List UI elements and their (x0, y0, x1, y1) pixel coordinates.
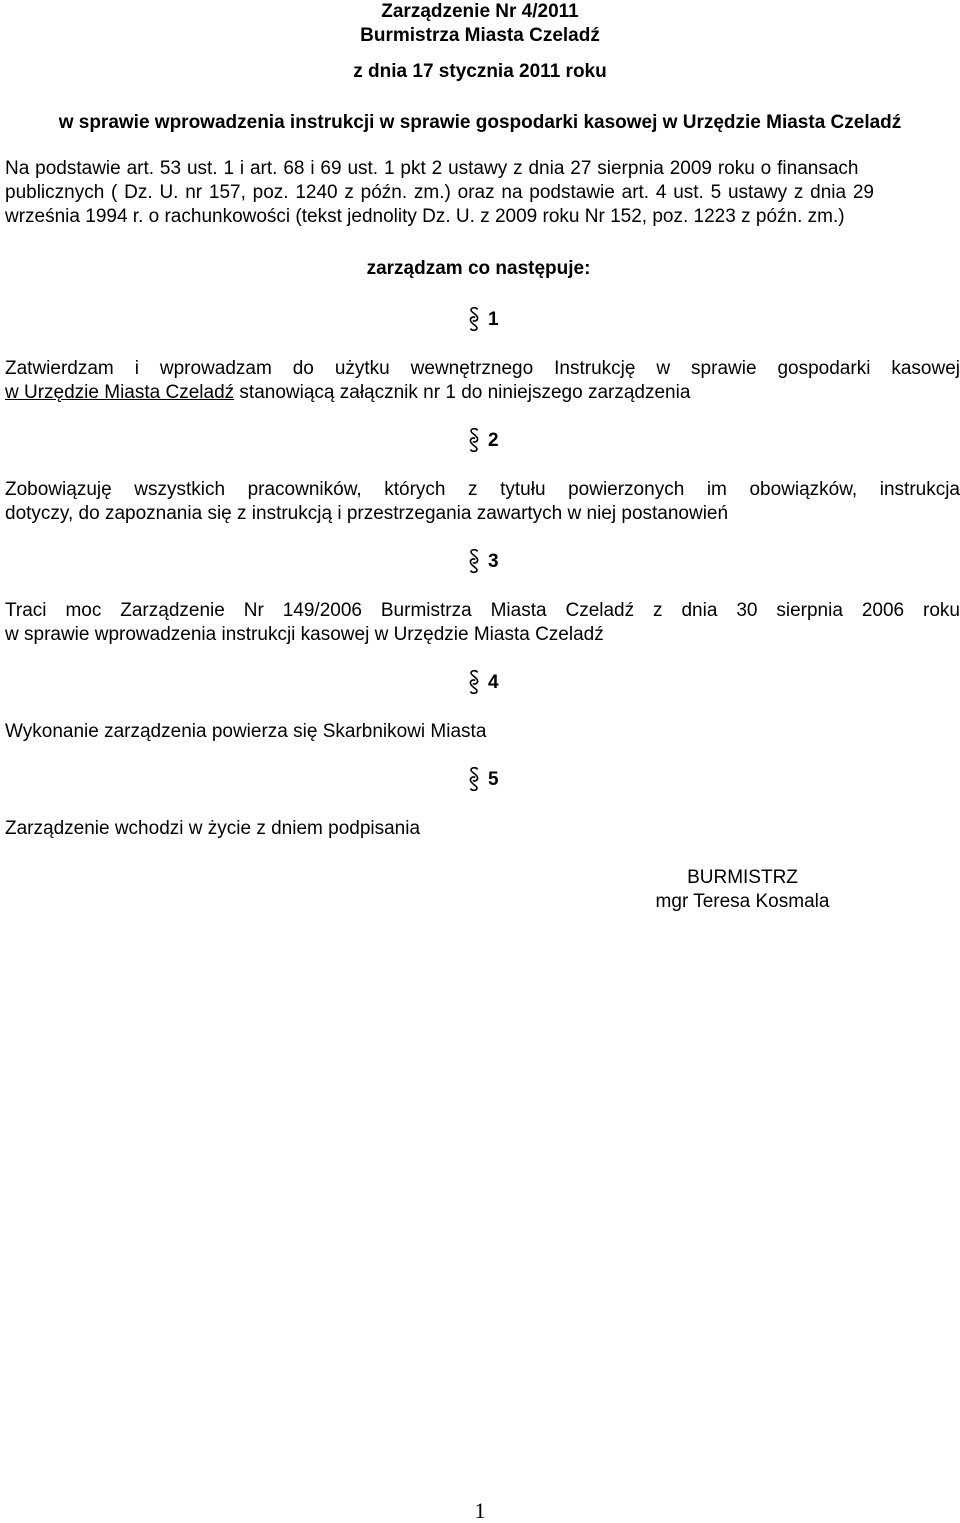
section-sign-icon (468, 306, 480, 332)
preamble (5, 157, 960, 229)
section-heading-3 (468, 544, 499, 574)
document-date: z dnia 17 stycznia 2011 roku (353, 61, 607, 82)
document-subject: w sprawie wprowadzenia instrukcji w sprawie gospodarki kasowej w Urzędzie Miasta Czeladź (58, 112, 902, 133)
section-5-text: Zarządzenie wchodzi w życie z dniem podpisania (5, 818, 421, 839)
section-number: 1 (488, 309, 499, 330)
section-3-text (5, 599, 960, 647)
signature-role: BURMISTRZ (687, 867, 798, 888)
signature-block (600, 866, 885, 914)
preamble-line: września 1994 r. o rachunkowości (tekst jednolity Dz. U. z 2009 roku Nr 152, poz. 1223 z późn. zm.) (5, 206, 845, 227)
section-number: 4 (488, 672, 499, 693)
section-1-text (5, 357, 960, 405)
paragraph-line: dotyczy, do zapoznania się z instrukcją i przestrzegania zawartych w niej postanowień (5, 503, 729, 524)
section-heading-4 (468, 665, 499, 695)
signature-name: mgr Teresa Kosmala (655, 891, 830, 912)
paragraph-line: Zobowiązuję wszystkich pracowników, których z tytułu powierzonych im obowiązków, instrukcja (5, 479, 960, 500)
section-number: 3 (488, 551, 499, 572)
section-heading-2 (468, 423, 499, 453)
paragraph-line: w Urzędzie Miasta Czeladź stanowiącą załącznik nr 1 do niniejszego zarządzenia (5, 382, 691, 403)
paragraph-line: w sprawie wprowadzenia instrukcji kasowej w Urzędzie Miasta Czeladź (5, 624, 604, 645)
preamble-line: Na podstawie art. 53 ust. 1 i art. 68 i 69 ust. 1 pkt 2 ustawy z dnia 27 sierpnia 2009 roku o finansach (5, 158, 859, 179)
document-title: Zarządzenie Nr 4/2011 (381, 1, 579, 22)
paragraph-line: Traci moc Zarządzenie Nr 149/2006 Burmistrza Miasta Czeladź z dnia 30 sierpnia 2006 roku (5, 600, 960, 621)
document-issuer: Burmistrza Miasta Czeladź (360, 25, 600, 46)
section-number: 5 (488, 769, 499, 790)
decree-statement: zarządzam co następuje: (366, 258, 591, 279)
section-4-text: Wykonanie zarządzenia powierza się Skarbnikowi Miasta (5, 721, 487, 742)
section-2-text (5, 478, 960, 526)
page-number: 1 (474, 1498, 486, 1523)
section-sign-icon (468, 766, 480, 792)
section-sign-icon (468, 548, 480, 574)
section-number: 2 (488, 430, 499, 451)
section-heading-1 (468, 302, 499, 332)
preamble-line: publicznych ( Dz. U. nr 157, poz. 1240 z późn. zm.) oraz na podstawie art. 4 ust. 5 ustawy z dnia 29 (5, 182, 874, 203)
paragraph-line: Zatwierdzam i wprowadzam do użytku wewnętrznego Instrukcję w sprawie gospodarki kasowej (5, 358, 960, 379)
underlined-text: w Urzędzie Miasta Czeladź (5, 382, 235, 403)
section-heading-5 (468, 762, 499, 792)
section-sign-icon (468, 669, 480, 695)
section-sign-icon (468, 427, 480, 453)
